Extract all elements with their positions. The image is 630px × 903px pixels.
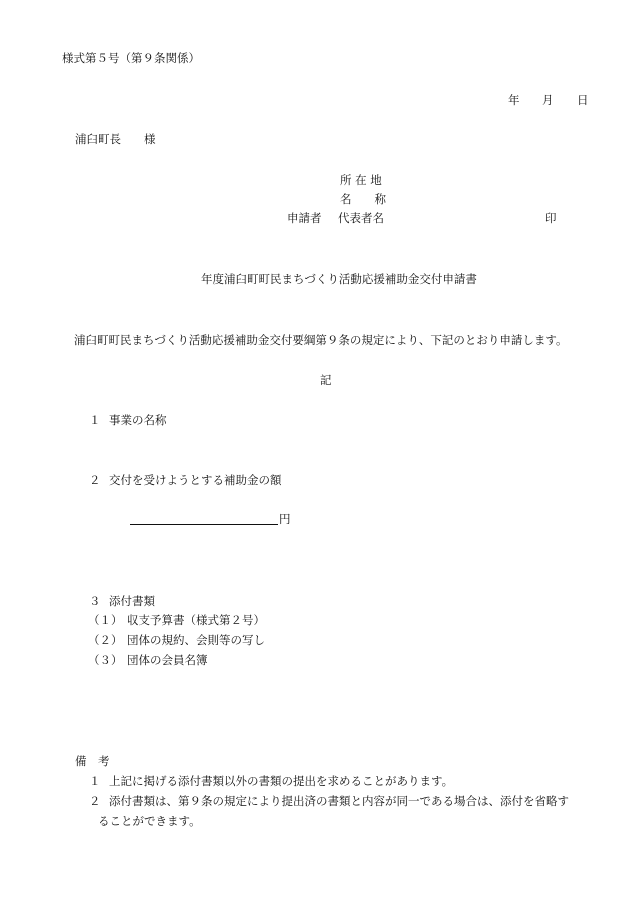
- item-1-label: 事業の名称: [109, 413, 167, 427]
- attachment-2-number: （２）: [88, 633, 123, 647]
- ki-heading: 記: [320, 373, 332, 387]
- applicant-representative-label: 代表者名: [338, 211, 384, 225]
- date-year: 年: [508, 93, 520, 107]
- remarks-heading: 備 考: [75, 754, 110, 768]
- applicant-address-label: 所 在 地: [340, 173, 382, 187]
- addressee-name: 浦臼町長: [75, 132, 121, 146]
- document-title: 年度浦臼町町民まちづくり活動応援補助金交付申請書: [201, 272, 477, 286]
- amount-unit: 円: [279, 512, 291, 526]
- remark-1-number: １: [89, 774, 101, 788]
- addressee-honorific: 様: [144, 132, 156, 146]
- form-number: 様式第５号（第９条関係）: [62, 51, 200, 65]
- item-3-label: 添付書類: [109, 594, 155, 608]
- attachment-1-number: （１）: [88, 613, 123, 627]
- amount-underline: [130, 524, 278, 525]
- applicant-name-label: 名 称: [340, 192, 386, 206]
- date-day: 日: [577, 93, 589, 107]
- attachment-3-label: 団体の会員名簿: [127, 653, 208, 667]
- item-1-number: １: [89, 413, 101, 427]
- attachment-1-label: 収支予算書（様式第２号）: [127, 613, 265, 627]
- item-3-number: ３: [89, 594, 101, 608]
- date-month: 月: [542, 93, 554, 107]
- remark-2-text-line1: 添付書類は、第９条の規定により提出済の書類と内容が同一である場合は、添付を省略す: [109, 794, 569, 808]
- remark-2-text-line2: ることができます。: [98, 814, 201, 828]
- intro-text: 浦臼町町民まちづくり活動応援補助金交付要綱第９条の規定により、下記のとおり申請します。: [74, 333, 568, 347]
- item-2-label: 交付を受けようとする補助金の額: [109, 473, 282, 487]
- attachment-3-number: （３）: [88, 653, 123, 667]
- applicant-role-label: 申請者: [287, 211, 322, 225]
- attachment-2-label: 団体の規約、会則等の写し: [127, 633, 265, 647]
- item-2-number: ２: [89, 473, 101, 487]
- remark-2-number: ２: [89, 794, 101, 808]
- seal-mark: 印: [545, 211, 557, 225]
- remark-1-text: 上記に掲げる添付書類以外の書類の提出を求めることがあります。: [109, 774, 454, 788]
